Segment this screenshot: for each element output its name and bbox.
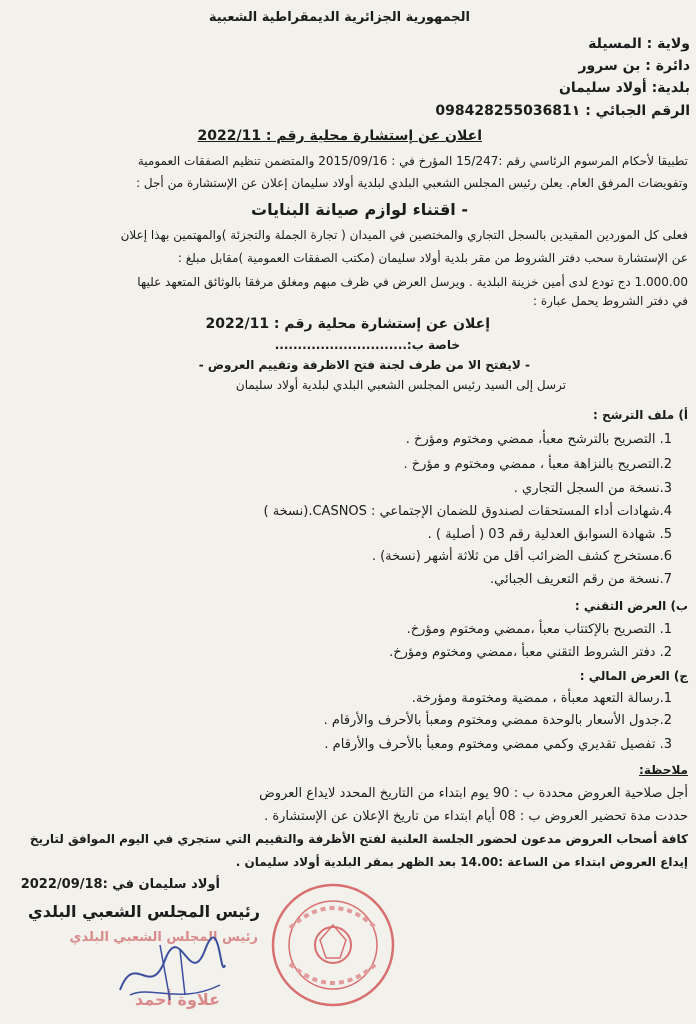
technical-item: 1. التصريح بالإكتتاب معبأ ،ممضي ومختوم ومؤرخ. [406,622,672,637]
candidacy-item: 7.نسخة من رقم التعريف الجبائي. [490,572,672,587]
notes-line-1: أجل صلاحية العروض محددة ب : 90 يوم ابتداء من التاريخ المحدد لايداع العروض [259,786,688,801]
commune-line: بلدية: أولاد سليمان [558,80,690,96]
candidacy-item: 4.شهادات أداء المستحقات لصندوق للضمان الإجتماعي : CASNOS.(نسخة ) [263,504,672,519]
notes-line-4: إيداع العروض ابتداء من الساعة :14.00 بعد الظهر بمقر البلدية أولاد سليمان . [235,855,688,869]
envelope-title: إعلان عن إستشارة محلية رقم : 2022/11 [205,316,490,332]
subject-line: - اقتناء لوازم صيانة البنايات [251,200,468,219]
intro-line-2: وتفويضات المرفق العام. يعلن رئيس المجلس الشعبي البلدي لبلدية أولاد سليمان إعلان عن الإستشارة من أجل : [136,176,688,190]
candidacy-item: 3.نسخة من السجل التجاري . [513,481,672,496]
tax-id-line: الرقم الجبائي : 09842825503681١ [435,103,690,119]
financial-heading: ج) العرض المالي : [579,669,688,683]
candidacy-item: 2.التصريح بالنزاهة معبأ ، ممضي ومختوم و مؤرخ . [403,457,672,472]
candidacy-item: 5. شهادة السوابق العدلية رقم 03 ( أصلية ) . [427,527,672,542]
candidacy-item: 1. التصريح بالترشح معبأ، ممضي ومختوم ومؤرخ . [405,432,672,447]
candidacy-item: 6.مستخرج كشف الضرائب أقل من ثلاثة أشهر (نسخة) . [371,549,672,564]
financial-item: 3. تفصيل تقديري وكمي ممضي ومختوم ومعبأ بالأحرف والأرقام . [324,737,672,752]
notes-heading: ملاحظة: [639,763,688,777]
wilaya-line: ولاية : المسيلة [588,36,690,52]
signature-date: أولاد سليمان في :2022/09/18 [20,877,220,892]
technical-heading: ب) العرض التقني : [574,599,688,613]
daira-line: دائرة : بن سرور [578,58,690,74]
notes-line-2: حددت مدة تحضير العروض ب : 08 أيام ابتداء من تاريخ الإعلان عن الإستشارة . [264,809,688,824]
republic-title: الجمهورية الجزائرية الديمقراطية الشعبية [208,10,470,25]
envelope-for: خاصة ب:............................. [274,338,460,352]
official-stamp [268,880,398,1010]
signatory-title: رئيس المجلس الشعبي البلدي [28,902,260,921]
body-line-3: 1.000.00 دج تودع لدى أمين خزينة البلدية . ويرسل العرض في ظرف مبهم ومغلق مرفقا بالوثائق المتعهد عليها [137,275,688,289]
stamp-signatory-title: رئيس المجلس الشعبي البلدي [69,930,258,945]
handwritten-signature [110,930,230,1010]
intro-line-1: تطبيقا لأحكام المرسوم الرئاسي رقم :15/247 المؤرخ في : 2015/09/16 والمتضمن تنظيم الصفقات العمومية [137,154,688,168]
candidacy-heading: أ) ملف الترشح : [593,408,688,422]
body-line-1: فعلى كل الموردين المقيدين بالسجل التجاري والمختصين في الميدان ( تجارة الجملة والتجزئة )والمهتمين بهذا إعلان [120,228,688,242]
technical-item: 2. دفتر الشروط التقني معبأ ،ممضي ومختوم ومؤرخ. [389,645,672,660]
stamp-signatory-name: علاوة أحمد [134,990,220,1009]
body-line-4: في دفتر الشروط يحمل عبارة : [532,294,688,308]
financial-item: 2.جدول الأسعار بالوحدة ممضي ومختوم ومعبأ بالأحرف والأرقام . [323,713,672,728]
envelope-send: ترسل إلى السيد رئيس المجلس الشعبي البلدي لبلدية أولاد سليمان [235,378,566,392]
announcement-title: اعلان عن إستشارة محلية رقم : 2022/11 [197,128,482,144]
financial-item: 1.رسالة التعهد معبأة ، ممضية ومختومة ومؤرخة. [411,691,672,706]
notes-line-3: كافة أصحاب العروض مدعون لحضور الجلسة العلنية لفتح الأظرفة والتقييم التي ستجري في اليوم الموافق لتاريخ [29,832,688,846]
envelope-note: - لايفتح الا من طرف لجنة فتح الاظرفة وتقييم العروض - [198,358,530,372]
body-line-2: عن الإستشارة سحب دفتر الشروط من مقر بلدية أولاد سليمان (مكتب الصفقات العمومية )مقابل مبلغ : [177,251,688,265]
